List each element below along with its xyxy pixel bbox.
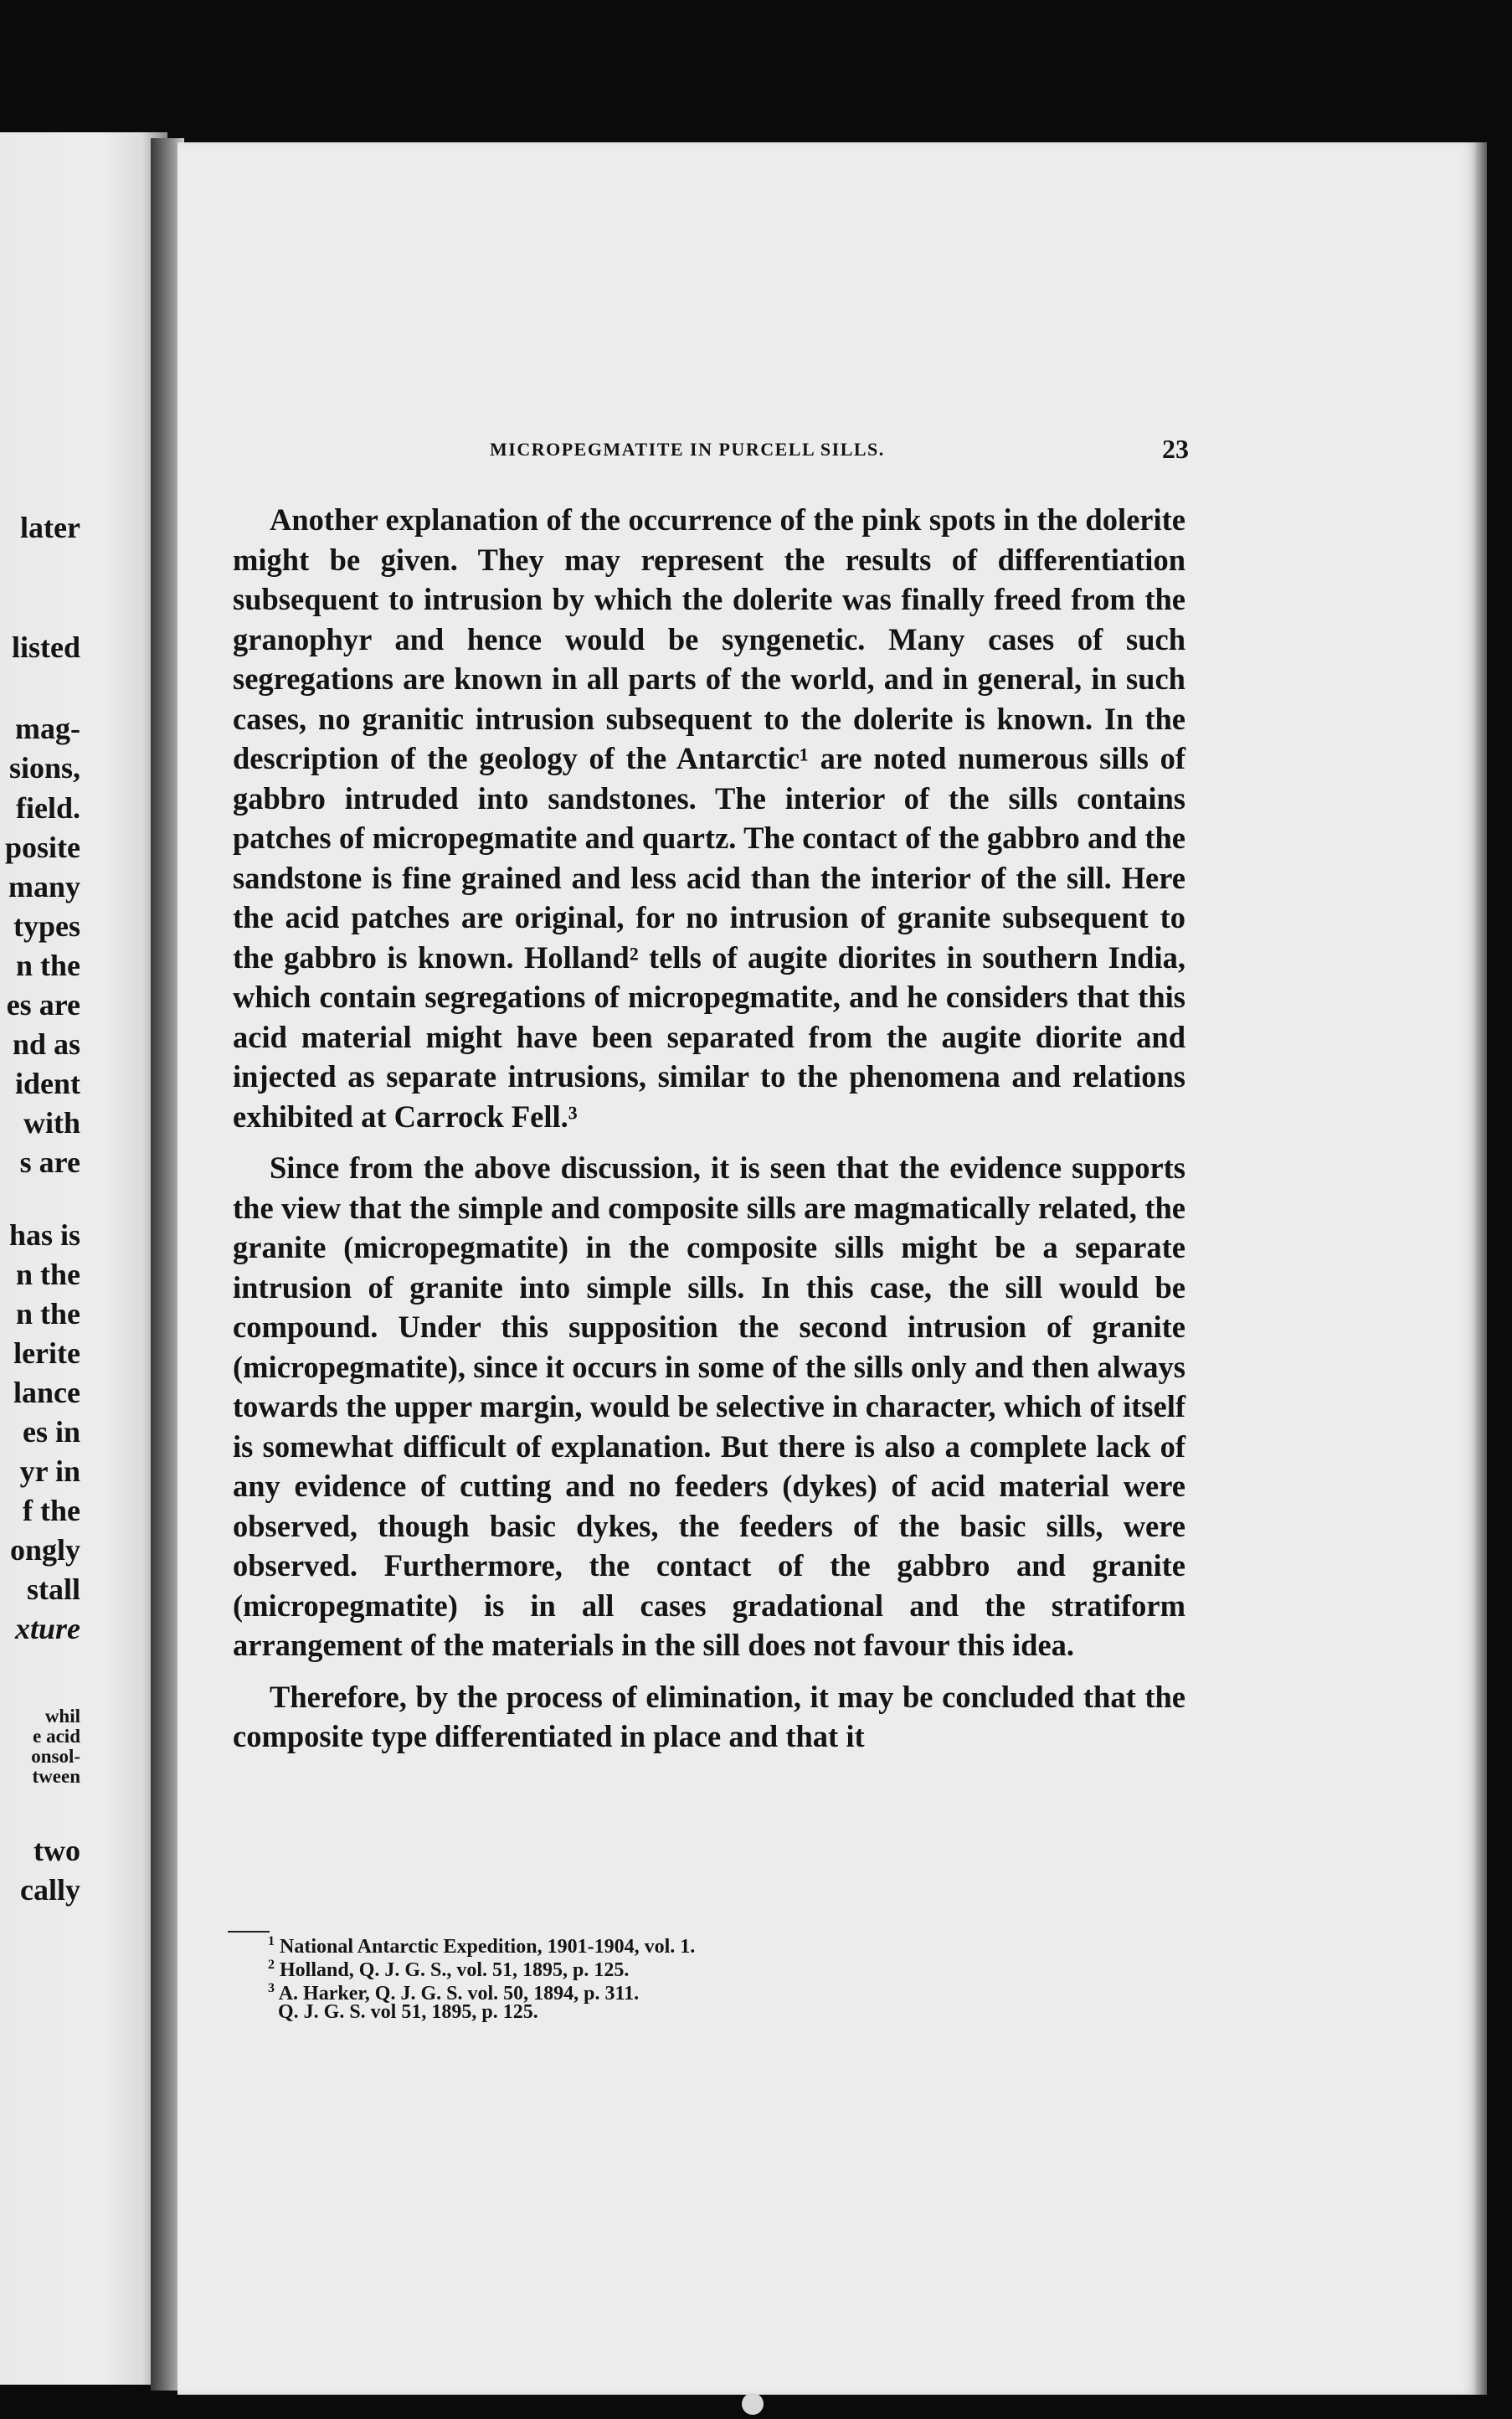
running-head: MICROPEGMATITE IN PURCELL SILLS. xyxy=(490,439,885,460)
footnote-mark: 2 xyxy=(268,1958,275,1972)
left-page-fragment: n the xyxy=(15,1297,80,1330)
left-page-fragment: es are xyxy=(6,988,80,1022)
left-page-fragment: es in xyxy=(22,1415,80,1449)
left-page-fragment: lance xyxy=(13,1376,80,1409)
left-page-fragment: yr in xyxy=(19,1454,80,1488)
page-right-edge xyxy=(1475,142,1487,2395)
scan-artifact xyxy=(742,2393,764,2415)
left-page-fragment: tween xyxy=(32,1766,80,1787)
left-page-fragment: ongly xyxy=(9,1533,80,1567)
footnote xyxy=(268,1979,1021,2003)
left-page-fragment: posite xyxy=(5,831,80,864)
paragraph: Another explanation of the occurrence of the pink spots in the dolerite might be given. They may represent the results of differentiation subsequent to intrusion by which the dolerite was finally freed from the granophyr and hence would be syngenetic. Many cases of such segregations are known in all parts of the world, and in general, in such cases, no granitic intrusion subsequent to the dolerite is known. In the description of the geology of the Antarctic¹ are noted numerous sills of gabbro intruded into sandstones. The interior of the sills contains patches of micropegmatite and quartz. The contact of the gabbro and the sandstone is fine grained and less acid than the interior of the sill. Here the acid patches are original, for no intrusion of granite subsequent to the gabbro is known. Holland² tells of augite diorites in southern India, which contain segregations of micropegmatite, and he considers that this acid material might have been separated from the augite diorite and injected as separate intrusions, similar to the phenomena and relations exhibited at Carrock Fell.³ xyxy=(233,502,1185,1134)
left-page-fragment: listed xyxy=(11,630,80,664)
left-page-fragment: ident xyxy=(14,1067,80,1100)
footnote xyxy=(268,1956,1021,1979)
left-page-fragment: cally xyxy=(20,1873,80,1907)
footnote-text: Holland, Q. J. G. S., vol. 51, 1895, p. 125. xyxy=(280,1959,630,1981)
footnote-text: National Antarctic Expedition, 1901-1904, vol. 1. xyxy=(280,1936,696,1958)
footnote-text: Q. J. G. S. vol 51, 1895, p. 125. xyxy=(278,2001,538,2023)
left-page-fragment: stall xyxy=(26,1572,80,1606)
left-page-fragment: onsol- xyxy=(31,1746,80,1767)
left-page-fragment: two xyxy=(33,1834,80,1867)
left-page-fragment: mag- xyxy=(15,712,80,745)
footnote-text: A. Harker, Q. J. G. S. vol. 50, 1894, p. 311. xyxy=(278,1983,640,2005)
body-text xyxy=(233,500,1185,1768)
page-number: 23 xyxy=(1162,434,1189,464)
footnote-mark: 1 xyxy=(268,1934,275,1948)
left-page-fragment: n the xyxy=(15,1258,80,1291)
footnote-mark: 3 xyxy=(268,1981,275,1995)
left-page-fragment: field. xyxy=(16,791,80,825)
left-page-fragment: sions, xyxy=(8,751,80,785)
page-header xyxy=(310,434,1189,467)
left-page-fragment: e acid xyxy=(33,1726,80,1747)
left-page-fragment: s are xyxy=(19,1145,80,1179)
adjacent-left-page xyxy=(0,132,167,2385)
left-page-fragment: n the xyxy=(15,949,80,982)
paragraph: Therefore, by the process of elimination, it may be concluded that the composite type differentiated in place and that it xyxy=(233,1679,1185,1753)
footnote-rule xyxy=(228,1931,270,1933)
left-page-fragment: xture xyxy=(14,1612,80,1645)
left-page-fragment: lerite xyxy=(13,1336,80,1370)
footnote xyxy=(268,1933,1021,1956)
left-page-fragment: with xyxy=(23,1106,80,1140)
left-page-fragment: nd as xyxy=(12,1027,80,1061)
left-page-fragment: whil xyxy=(44,1706,80,1727)
paragraph: Since from the above discussion, it is seen that the evidence supports the view that the simple and composite sills are magmatically related, the granite (micropegmatite) in the composite sills might be a separate intrusion of granite into simple sills. In this case, the sill would be compound. Under this supposition the second intrusion of granite (micropegmatite), since it occurs in some of the sills only and then always towards the upper margin, would be selective in character, which of itself is somewhat difficult of explanation. But there is also a complete lack of any evidence of cutting and no feeders (dykes) of acid material were observed, though basic dykes, the feeders of the basic sills, were observed. Furthermore, the contact of the gabbro and granite (micropegmatite) is in all cases gradational and the stratiform arrangement of the materials in the sill does not favour this idea. xyxy=(233,1150,1185,1662)
footnote xyxy=(268,2003,1021,2021)
left-page-fragment: many xyxy=(8,870,80,903)
left-page-fragment: has is xyxy=(8,1218,80,1252)
left-page-fragment: later xyxy=(20,511,80,544)
left-page-fragment: types xyxy=(13,909,80,943)
footnotes xyxy=(268,1933,1021,2021)
left-page-fragment: f the xyxy=(23,1494,80,1527)
